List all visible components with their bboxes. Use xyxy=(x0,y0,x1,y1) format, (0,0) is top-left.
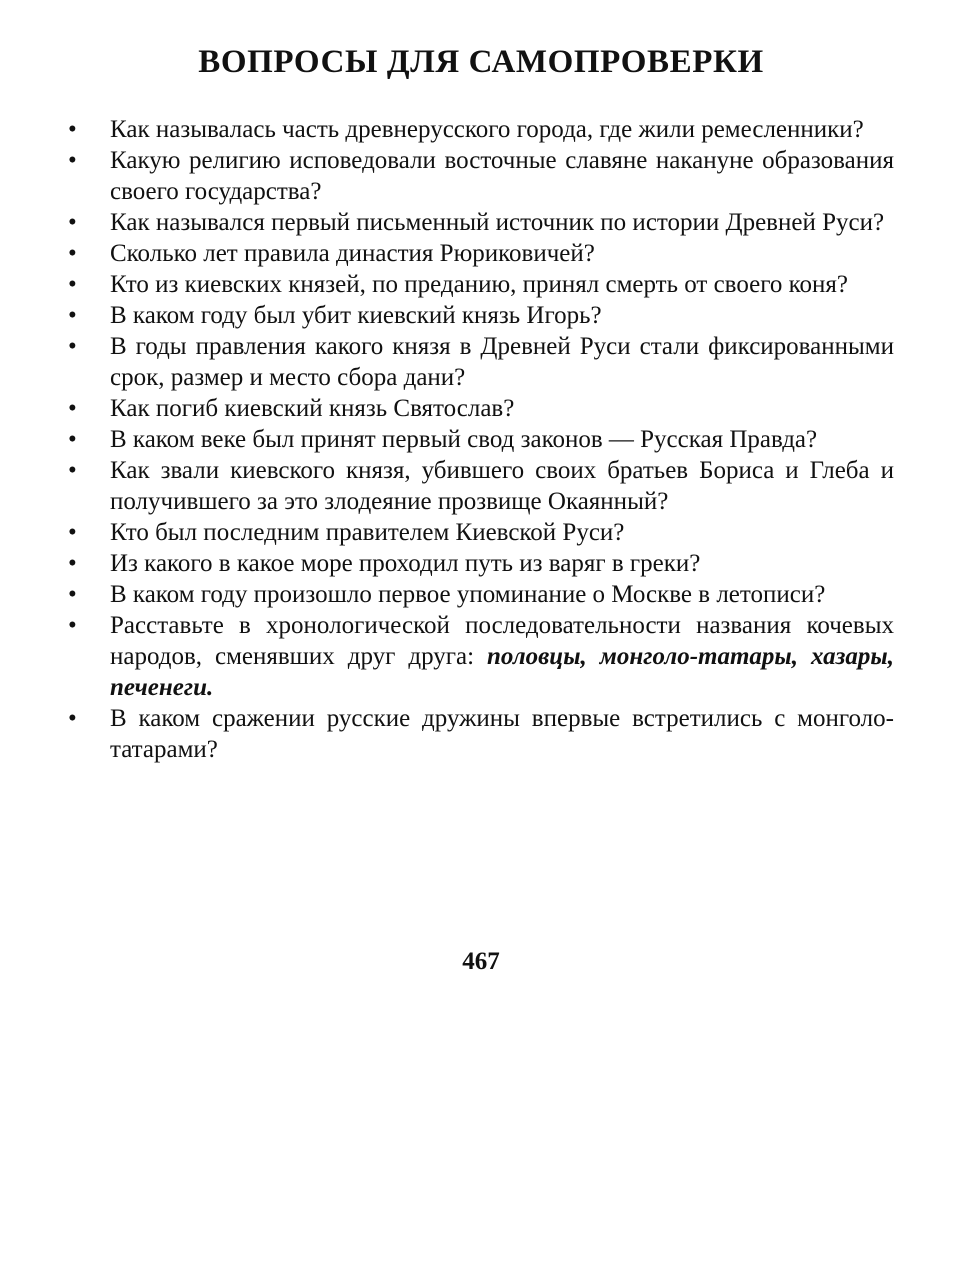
nomad-peoples-emphasis: половцы, монголо-татары, хазары, печенеги. xyxy=(110,643,895,701)
question-text: Кто был последним правителем Киевской Руси? xyxy=(110,519,625,546)
question-text: Какую религию исповедовали восточные славяне накануне образования своего государства? xyxy=(110,147,894,205)
bullet-icon: • xyxy=(68,519,77,546)
list-item xyxy=(68,207,894,238)
list-item xyxy=(68,703,894,765)
list-item xyxy=(68,300,894,331)
bullet-icon: • xyxy=(68,116,77,143)
question-text: Сколько лет правила династия Рюриковичей? xyxy=(110,240,595,267)
question-text: Из какого в какое море проходил путь из варяг в греки? xyxy=(110,550,701,577)
question-text: В каком сражении русские дружины впервые встретились с монголо-татарами? xyxy=(110,705,894,763)
page-title: ВОПРОСЫ ДЛЯ САМОПРОВЕРКИ xyxy=(198,44,764,80)
list-item xyxy=(68,145,894,207)
bullet-icon: • xyxy=(68,209,77,236)
question-text: Кто из киевских князей, по преданию, принял смерть от своего коня? xyxy=(110,271,848,298)
bullet-icon: • xyxy=(68,271,77,298)
bullet-icon: • xyxy=(68,550,77,577)
bullet-icon: • xyxy=(68,426,77,453)
bullet-icon: • xyxy=(68,457,77,484)
list-item xyxy=(68,517,894,548)
list-item xyxy=(68,393,894,424)
list-item xyxy=(68,610,894,703)
bullet-icon: • xyxy=(68,581,77,608)
bullet-icon: • xyxy=(68,333,77,360)
question-text: В каком году произошло первое упоминание о Москве в летописи? xyxy=(110,581,826,608)
question-text: Как звали киевского князя, убившего своих братьев Бориса и Глеба и получившего за это злодеяние прозвище Окаянный? xyxy=(110,457,894,515)
bullet-icon: • xyxy=(68,395,77,422)
question-text: Как называлась часть древнерусского города, где жили ремесленники? xyxy=(110,116,864,143)
list-item xyxy=(68,269,894,300)
bullet-icon: • xyxy=(68,612,77,639)
list-item xyxy=(68,579,894,610)
list-item xyxy=(68,424,894,455)
list-item xyxy=(68,114,894,145)
page-number: 467 xyxy=(462,948,500,975)
bullet-icon: • xyxy=(68,705,77,732)
question-text: В каком веке был принят первый свод законов — Русская Правда? xyxy=(110,426,818,453)
question-text: Как назывался первый письменный источник по истории Древней Руси? xyxy=(110,209,885,236)
bullet-icon: • xyxy=(68,302,77,329)
question-text: В каком году был убит киевский князь Игорь? xyxy=(110,302,602,329)
list-item xyxy=(68,548,894,579)
bullet-icon: • xyxy=(68,147,77,174)
list-item xyxy=(68,238,894,269)
question-text: Расставьте в хронологической последовательности названия кочевых народов, сменявших друг друга: xyxy=(110,612,894,670)
question-text: Как погиб киевский князь Святослав? xyxy=(110,395,515,422)
list-item xyxy=(68,331,894,393)
list-item xyxy=(68,455,894,517)
bullet-icon: • xyxy=(68,240,77,267)
question-list xyxy=(68,114,894,765)
question-text: В годы правления какого князя в Древней Руси стали фиксированными срок, размер и место сбора дани? xyxy=(110,333,894,391)
